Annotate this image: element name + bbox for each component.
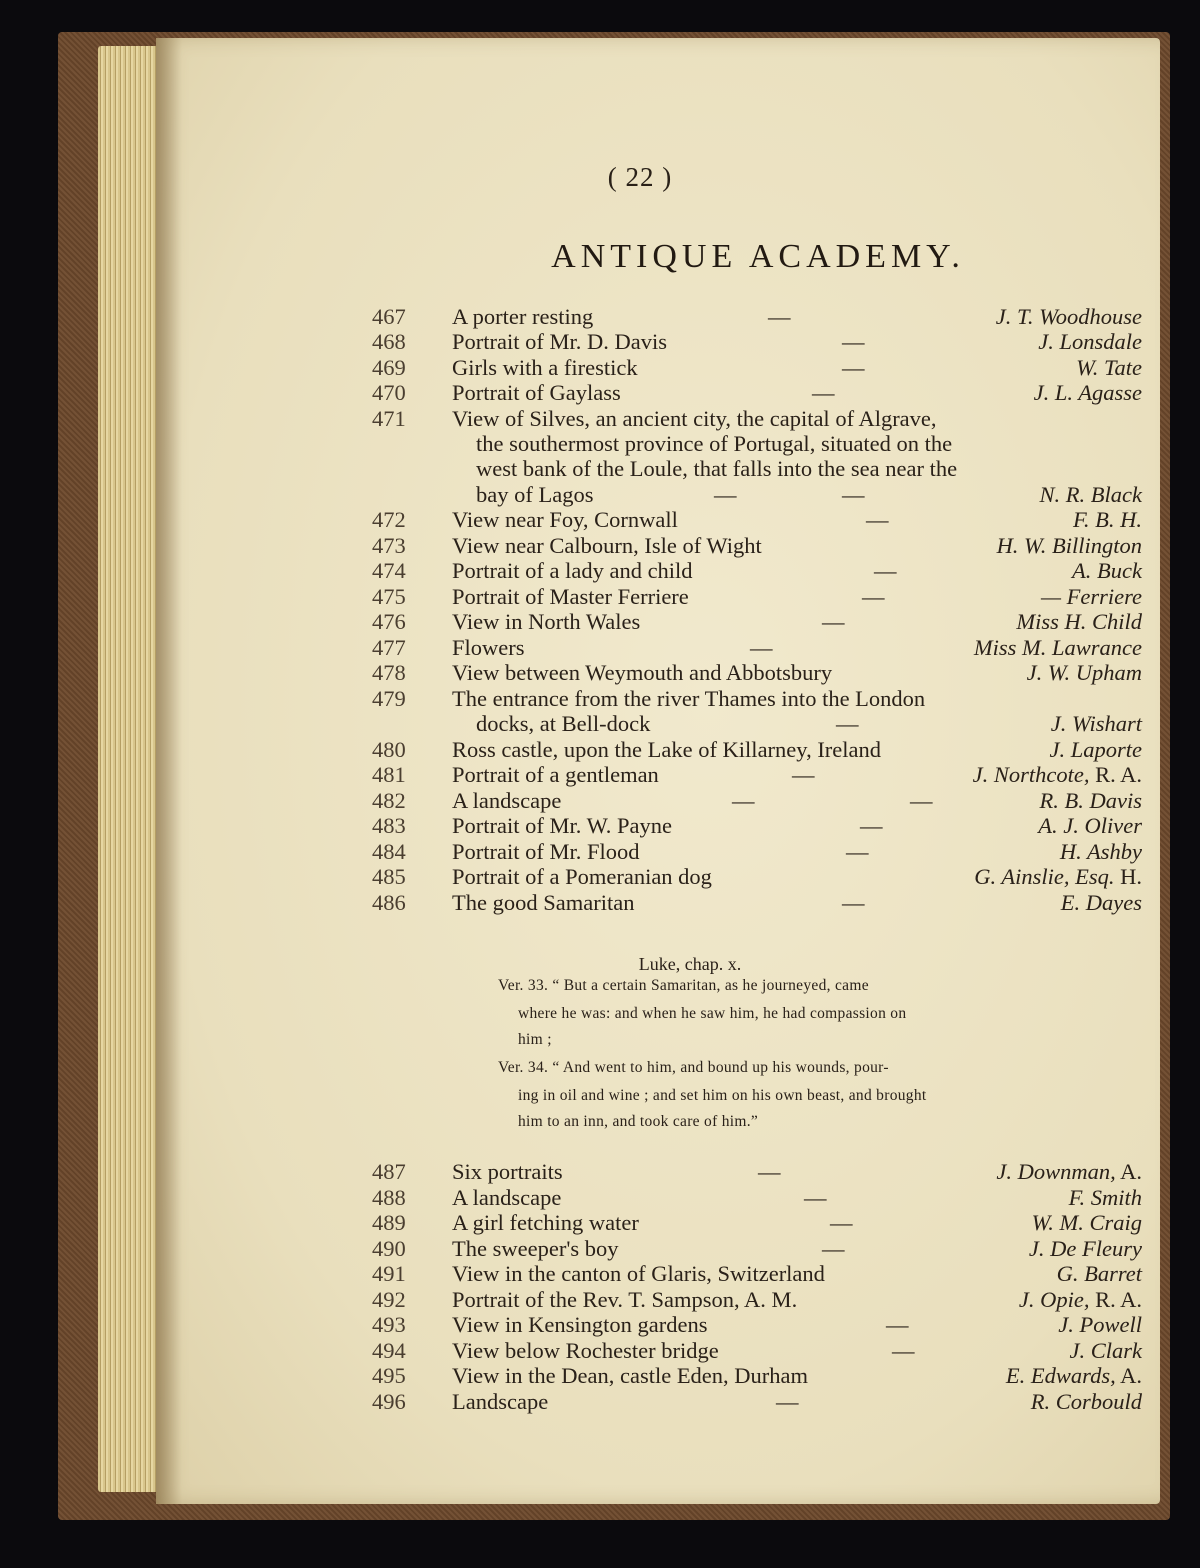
- entry-number: 496: [372, 1389, 406, 1414]
- dash-separator: —: [892, 1338, 915, 1363]
- dash-separator: —: [822, 609, 845, 634]
- page-number: ( 22 ): [607, 162, 673, 192]
- dash-separator: —: [886, 1312, 909, 1337]
- catalogue-line: [0, 304, 1200, 330]
- dash-separator: —: [866, 507, 889, 532]
- dash-separator: —: [860, 813, 883, 838]
- dash-separator: —: [768, 304, 791, 329]
- entry-title: A girl fetching water: [452, 1210, 639, 1235]
- entry-title: Portrait of Mr. W. Payne: [452, 813, 672, 838]
- entry-number: 482: [372, 788, 406, 813]
- catalogue-line: [0, 380, 1200, 406]
- entry-number: 469: [372, 355, 406, 380]
- entry-title: View in the Dean, castle Eden, Durham: [452, 1363, 809, 1388]
- dash-separator: —: [804, 1185, 827, 1210]
- entry-title: Portrait of a Pomeranian dog: [452, 864, 712, 889]
- entry-title: Ross castle, upon the Lake of Killarney, Ireland: [452, 737, 882, 762]
- entry-artist: J. Clark: [1069, 1338, 1142, 1363]
- entry-title: Portrait of Mr. D. Davis: [452, 329, 667, 354]
- entry-number: 489: [372, 1210, 406, 1235]
- entry-number: 486: [372, 890, 406, 915]
- catalogue-line: [0, 1338, 1200, 1364]
- quote-line: Ver. 34. “ And went to him, and bound up his wounds, pour-: [498, 1059, 889, 1076]
- artist-suffix: A.: [1115, 1159, 1142, 1184]
- entry-number: 474: [372, 558, 406, 583]
- catalogue-line: [0, 1389, 1200, 1415]
- catalogue-line: [0, 711, 1200, 737]
- entry-title: View in Kensington gardens: [452, 1312, 708, 1337]
- catalogue-line: [0, 406, 1200, 432]
- dash-separator: —: [812, 380, 835, 405]
- entry-number: 476: [372, 609, 406, 634]
- entry-artist: J. T. Woodhouse: [995, 304, 1142, 329]
- dash-separator: —: [750, 635, 773, 660]
- entry-artist: F. B. H.: [1073, 507, 1142, 532]
- entry-artist: Miss M. Lawrance: [973, 635, 1142, 660]
- entry-title: Portrait of a gentleman: [452, 762, 659, 787]
- entry-title: View of Silves, an ancient city, the capital of Algrave,: [452, 406, 937, 431]
- catalogue-line: [0, 864, 1200, 890]
- dash-separator: —: [732, 788, 755, 813]
- entry-number: 485: [372, 864, 406, 889]
- catalogue-line: [0, 1210, 1200, 1236]
- entry-title: bay of Lagos: [476, 482, 594, 507]
- dash-separator: —: [822, 1236, 845, 1261]
- dash-separator: —: [842, 329, 865, 354]
- entry-artist: G. Ainslie, Esq. H.: [974, 864, 1142, 889]
- entry-artist: J. Opie, R. A.: [1018, 1287, 1142, 1312]
- quote-line: where he was: and when he saw him, he had compassion on: [518, 1005, 907, 1022]
- entry-number: 479: [372, 686, 406, 711]
- entry-title: Portrait of Mr. Flood: [452, 839, 640, 864]
- dash-separator: —: [874, 558, 897, 583]
- dash-separator: —: [862, 584, 885, 609]
- dash-separator: —: [842, 482, 865, 507]
- dash-separator: —: [792, 762, 815, 787]
- entry-number: 495: [372, 1363, 406, 1388]
- catalogue-line: [0, 507, 1200, 533]
- entry-title: View between Weymouth and Abbotsbury: [452, 660, 833, 685]
- entry-artist: H. W. Billington: [996, 533, 1142, 558]
- catalogue-line: [0, 431, 1200, 457]
- catalogue-line: [0, 788, 1200, 814]
- catalogue-line: [0, 813, 1200, 839]
- entry-title: Landscape: [452, 1389, 549, 1414]
- entry-title: Flowers: [452, 635, 525, 660]
- entry-artist: Miss H. Child: [1016, 609, 1142, 634]
- entry-artist: R. B. Davis: [1039, 788, 1142, 813]
- entry-title: A landscape: [452, 788, 562, 813]
- entry-artist: J. W. Upham: [1026, 660, 1142, 685]
- entry-number: 484: [372, 839, 406, 864]
- catalogue-line: [0, 329, 1200, 355]
- entry-artist: J. Powell: [1058, 1312, 1142, 1337]
- entry-artist: J. Wishart: [1050, 711, 1142, 736]
- entry-title: View below Rochester bridge: [452, 1338, 719, 1363]
- catalogue-line: [0, 1159, 1200, 1185]
- catalogue-line: [0, 1236, 1200, 1262]
- entry-artist: F. Smith: [1068, 1185, 1142, 1210]
- catalogue-line: [0, 762, 1200, 788]
- entry-title: View in North Wales: [452, 609, 641, 634]
- catalogue-line: [0, 839, 1200, 865]
- catalogue-line: [0, 660, 1200, 686]
- catalogue-line: [0, 635, 1200, 661]
- entry-artist: A. Buck: [1072, 558, 1142, 583]
- entry-artist: E. Edwards, A.: [1005, 1363, 1142, 1388]
- catalogue-line: [0, 1261, 1200, 1287]
- artist-suffix: H.: [1114, 864, 1142, 889]
- entry-number: 475: [372, 584, 406, 609]
- artist-suffix: A.: [1115, 1363, 1142, 1388]
- entry-title: A landscape: [452, 1185, 562, 1210]
- entry-artist: J. L. Agasse: [1033, 380, 1142, 405]
- entry-number: 488: [372, 1185, 406, 1210]
- dash-separator: —: [842, 890, 865, 915]
- dash-separator: —: [714, 482, 737, 507]
- entry-title: Portrait of Master Ferriere: [452, 584, 689, 609]
- entry-number: 470: [372, 380, 406, 405]
- entry-number: 494: [372, 1338, 406, 1363]
- entry-title: Portrait of Gaylass: [452, 380, 621, 405]
- catalogue-line: [0, 456, 1200, 482]
- entry-title: Six portraits: [452, 1159, 563, 1184]
- entry-title: Portrait of the Rev. T. Sampson, A. M.: [452, 1287, 798, 1312]
- entry-artist: J. Downman, A.: [996, 1159, 1142, 1184]
- quote-line: him to an inn, and took care of him.”: [518, 1113, 759, 1130]
- entry-number: 480: [372, 737, 406, 762]
- entry-artist: J. De Fleury: [1028, 1236, 1142, 1261]
- entry-artist: J. Laporte: [1049, 737, 1142, 762]
- entry-number: 492: [372, 1287, 406, 1312]
- entry-artist: N. R. Black: [1039, 482, 1142, 507]
- quote-line: Ver. 33. “ But a certain Samaritan, as he journeyed, came: [498, 977, 869, 994]
- entry-number: 477: [372, 635, 406, 660]
- catalogue-line: [0, 890, 1200, 916]
- entry-number: 481: [372, 762, 406, 787]
- entry-title: docks, at Bell-dock: [476, 711, 651, 736]
- catalogue-line: [0, 609, 1200, 635]
- quote-line: him ;: [518, 1031, 552, 1048]
- entry-title: The good Samaritan: [452, 890, 635, 915]
- catalogue-line: [0, 558, 1200, 584]
- dash-separator: —: [842, 355, 865, 380]
- entry-number: 487: [372, 1159, 406, 1184]
- entry-title: west bank of the Loule, that falls into the sea near the: [476, 456, 958, 481]
- entry-title: Portrait of a lady and child: [452, 558, 693, 583]
- entry-number: 491: [372, 1261, 406, 1286]
- entry-artist: G. Barret: [1056, 1261, 1142, 1286]
- dash-separator: —: [830, 1210, 853, 1235]
- entry-artist: W. M. Craig: [1031, 1210, 1142, 1235]
- dash-separator: —: [758, 1159, 781, 1184]
- entry-artist: R. Corbould: [1030, 1389, 1142, 1414]
- entry-number: 493: [372, 1312, 406, 1337]
- catalogue-line: [0, 482, 1200, 508]
- entry-number: 473: [372, 533, 406, 558]
- entry-artist: E. Dayes: [1060, 890, 1142, 915]
- dash-separator: —: [776, 1389, 799, 1414]
- entry-title: View in the canton of Glaris, Switzerland: [452, 1261, 825, 1286]
- entry-number: 472: [372, 507, 406, 532]
- entry-number: 490: [372, 1236, 406, 1261]
- scripture-heading: Luke, chap. x.: [638, 954, 742, 974]
- entry-number: 483: [372, 813, 406, 838]
- catalogue-line: [0, 686, 1200, 712]
- entry-title: Girls with a firestick: [452, 355, 638, 380]
- catalogue-line: [0, 1363, 1200, 1389]
- catalogue-line: [0, 1287, 1200, 1313]
- catalogue-line: [0, 737, 1200, 763]
- section-heading: ANTIQUE ACADEMY.: [551, 238, 965, 275]
- entry-artist: J. Lonsdale: [1038, 329, 1142, 354]
- entry-title: View near Calbourn, Isle of Wight: [452, 533, 762, 558]
- catalogue-line: [0, 1185, 1200, 1211]
- entry-title: View near Foy, Cornwall: [452, 507, 678, 532]
- entry-title: A porter resting: [452, 304, 594, 329]
- catalogue-line: [0, 355, 1200, 381]
- entry-number: 471: [372, 406, 406, 431]
- entry-number: 468: [372, 329, 406, 354]
- dash-separator: —: [836, 711, 859, 736]
- entry-number: 478: [372, 660, 406, 685]
- dash-separator: —: [846, 839, 869, 864]
- dash-separator: —: [910, 788, 933, 813]
- entry-title: The sweeper's boy: [452, 1236, 619, 1261]
- catalogue-line: [0, 1312, 1200, 1338]
- entry-artist: H. Ashby: [1059, 839, 1142, 864]
- entry-title: the southermost province of Portugal, situated on the: [476, 431, 953, 456]
- entry-artist: — Ferriere: [1040, 584, 1142, 609]
- entry-number: 467: [372, 304, 406, 329]
- entry-artist: W. Tate: [1076, 355, 1142, 380]
- entry-title: The entrance from the river Thames into the London: [452, 686, 926, 711]
- entry-artist: J. Northcote, R. A.: [972, 762, 1142, 787]
- artist-suffix: R. A.: [1089, 762, 1142, 787]
- catalogue-line: [0, 584, 1200, 610]
- entry-artist: A. J. Oliver: [1038, 813, 1142, 838]
- artist-suffix: R. A.: [1089, 1287, 1142, 1312]
- quote-line: ing in oil and wine ; and set him on his own beast, and brought: [518, 1087, 927, 1104]
- catalogue-line: [0, 533, 1200, 559]
